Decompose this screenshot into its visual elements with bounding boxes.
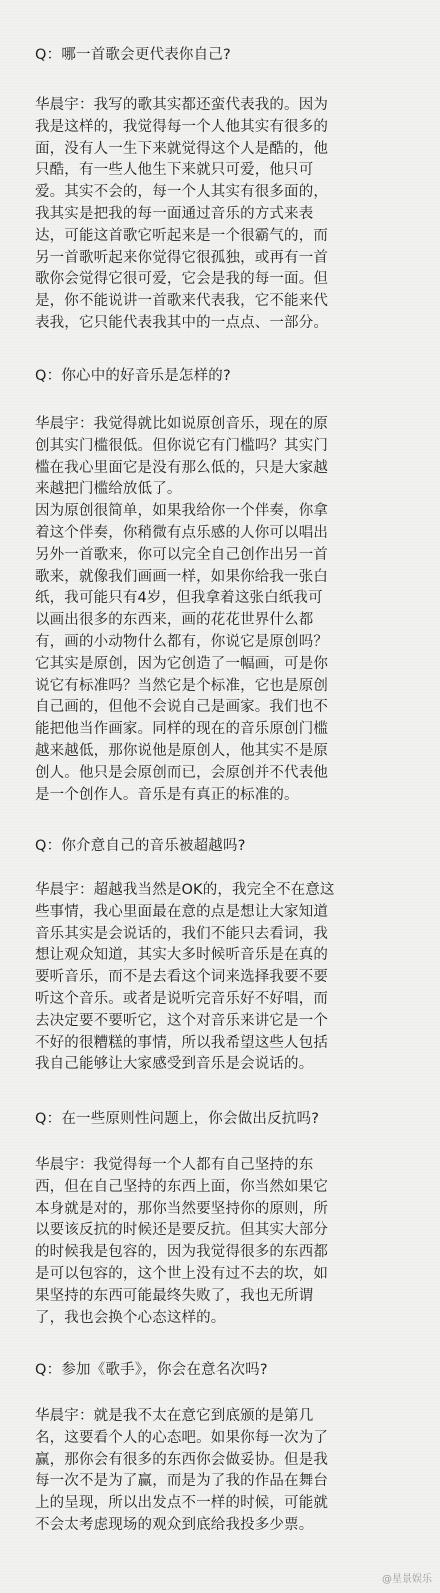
answer-line: 华晨宇：就是我不太在意它到底颁的是第几 <box>35 1408 314 1424</box>
question-5-text: Q：参加《歌手》，你会在意名次吗? <box>35 1362 268 1378</box>
answer-line: 以画出很多的东西来，画的花花世界什么都 <box>35 612 314 629</box>
answer-line: 华晨宇：我写的歌其实都还蛮代表我的。因为 <box>35 97 328 113</box>
answer-line: 着这个伴奏，你稍微有点乐感的人你可以唱出 <box>35 524 328 541</box>
answer-line: 来越把门槛给放低了。 <box>35 481 182 498</box>
answer-line: 果坚持的东西可能最终失败了，我也无所谓 <box>35 1287 314 1304</box>
answer-2 <box>35 414 440 806</box>
answer-4 <box>35 1155 440 1329</box>
answer-line: 槛在我心里面它是没有那么低的，只是大家越 <box>35 459 328 476</box>
answer-line: 去决定要不要听它，这个对音乐来讲它是一个 <box>35 1012 328 1029</box>
answer-line: 华晨宇：我觉得每一个人都有自己坚持的东 <box>35 1157 314 1173</box>
answer-line: 的时候我是包容的，因为我觉得很多的东西都 <box>35 1244 328 1261</box>
question-1-text: Q：哪一首歌会更代表你自己? <box>35 47 231 63</box>
answer-line: 说它有标准吗？当然它是个标准，它也是原创 <box>35 677 328 694</box>
answer-line: 创人。他只是会原创而已，会原创并不代表他 <box>35 764 328 781</box>
answer-line: 不好的很糟糕的事情，所以我希望这些人包括 <box>35 1034 328 1051</box>
answer-line: 上的呈现，所以出发点不一样的时候，可能就 <box>35 1495 328 1512</box>
answer-line: 有，画的小动物什么都有，你说它是原创吗？ <box>35 633 328 650</box>
answer-line: 我其实是把我的每一面通过音乐的方式来表 <box>35 205 314 222</box>
answer-line: 了，我也会换个心态这样的。 <box>35 1309 226 1326</box>
question-5 <box>35 1359 440 1380</box>
answer-line: 越来越低，那你说他是原创人，他其实不是原 <box>35 742 328 759</box>
answer-line: 表我，它只能代表我其中的一点点、一部分。 <box>35 314 328 331</box>
answer-line: 只酷，有一些人他生下来就只可爱，他只可 <box>35 162 314 179</box>
answer-line: 名，这要看个人的心态吧。如果你每一次为了 <box>35 1429 328 1446</box>
answer-line: 面，没有人一生下来就觉得这个人是酷的，他 <box>35 140 328 157</box>
answer-line: 本身就是对的，那你当然要坚持你的原则，所 <box>35 1200 328 1217</box>
answer-line: 赢，那你会有很多的东西你会做妥协。但是我 <box>35 1451 328 1468</box>
answer-line: 听这个音乐。或者是说听完音乐好不好唱，而 <box>35 990 328 1007</box>
answer-line: 要听音乐，而不是去看这个词来选择我要不要 <box>35 969 328 986</box>
answer-line: 纸，我可能只有4岁，但我拿着这张白纸我可 <box>35 590 323 607</box>
question-2-text: Q：你心中的好音乐是怎样的? <box>35 368 231 384</box>
answer-line: 想让观众知道，其实大多时候听音乐是在真的 <box>35 947 328 964</box>
answer-line: 另外一首歌来，你可以完全自己创作出另一首 <box>35 546 328 563</box>
answer-line: 歌来，就像我们画画一样，如果你给我一张白 <box>35 568 328 585</box>
answer-line: 以要该反抗的时候还是要反抗。但其实大部分 <box>35 1222 328 1239</box>
answer-line: 因为原创很简单，如果我给你一个伴奏，你拿 <box>35 503 328 520</box>
question-3-text: Q：你介意自己的音乐被超越吗? <box>35 838 246 854</box>
answer-line: 另一首歌听起来你觉得它很孤独，或再有一首 <box>35 249 328 266</box>
answer-line: 华晨宇：我觉得就比如说原创音乐，现在的原 <box>35 416 328 432</box>
answer-line: 不会太考虑现场的观众到底给我投多少票。 <box>35 1516 314 1533</box>
answer-5 <box>35 1406 440 1537</box>
answer-line: 每一次不是为了赢，而是为了我的作品在舞台 <box>35 1473 328 1490</box>
answer-line: 歌你会觉得它很可爱，它会是我的每一面。但 <box>35 271 328 288</box>
answer-line: 我是这样的，我觉得每一个人他其实有很多的 <box>35 118 328 135</box>
question-1 <box>35 44 440 65</box>
answer-line: 我自己能够让大家感受到音乐是会说话的。 <box>35 1056 314 1073</box>
answer-line: 能把他当作画家。同样的现在的音乐原创门槛 <box>35 721 328 738</box>
answer-line: 是一个创作人。音乐是有真正的标准的。 <box>35 786 299 803</box>
answer-line: 是可以包容的，这个世上没有过不去的坎，如 <box>35 1265 328 1282</box>
question-4 <box>35 1108 440 1129</box>
answer-1 <box>35 95 440 335</box>
answer-line: 爱。其实不会的，每一个人其实有很多面的， <box>35 184 328 201</box>
question-3 <box>35 835 440 856</box>
answer-line: 音乐其实是会说话的，我们不能只去看词，我 <box>35 925 328 942</box>
answer-line: 达，可能这首歌它听起来是一个很霸气的，而 <box>35 227 328 244</box>
answer-line: 创其实门槛很低。但你说它有门槛吗？其实门 <box>35 437 328 454</box>
answer-3 <box>35 880 440 1076</box>
answer-line: 华晨宇：超越我当然是OK的，我完全不在意这 <box>35 882 335 898</box>
answer-line: 是，你不能说讲一首歌来代表我，它不能来代 <box>35 293 328 310</box>
answer-line: 自己画的，但他不会说自己是画家。我们也不 <box>35 699 328 716</box>
answer-line: 西，但在自己坚持的东西上面，你当然如果它 <box>35 1178 328 1195</box>
answer-line: 些事情，我心里面最在意的点是想让大家知道 <box>35 903 328 920</box>
watermark: @星景娱乐 <box>382 1574 432 1585</box>
question-2 <box>35 365 440 386</box>
question-4-text: Q：在一些原则性问题上，你会做出反抗吗? <box>35 1111 320 1127</box>
answer-line: 它其实是原创，因为它创造了一幅画，可是你 <box>35 655 328 672</box>
